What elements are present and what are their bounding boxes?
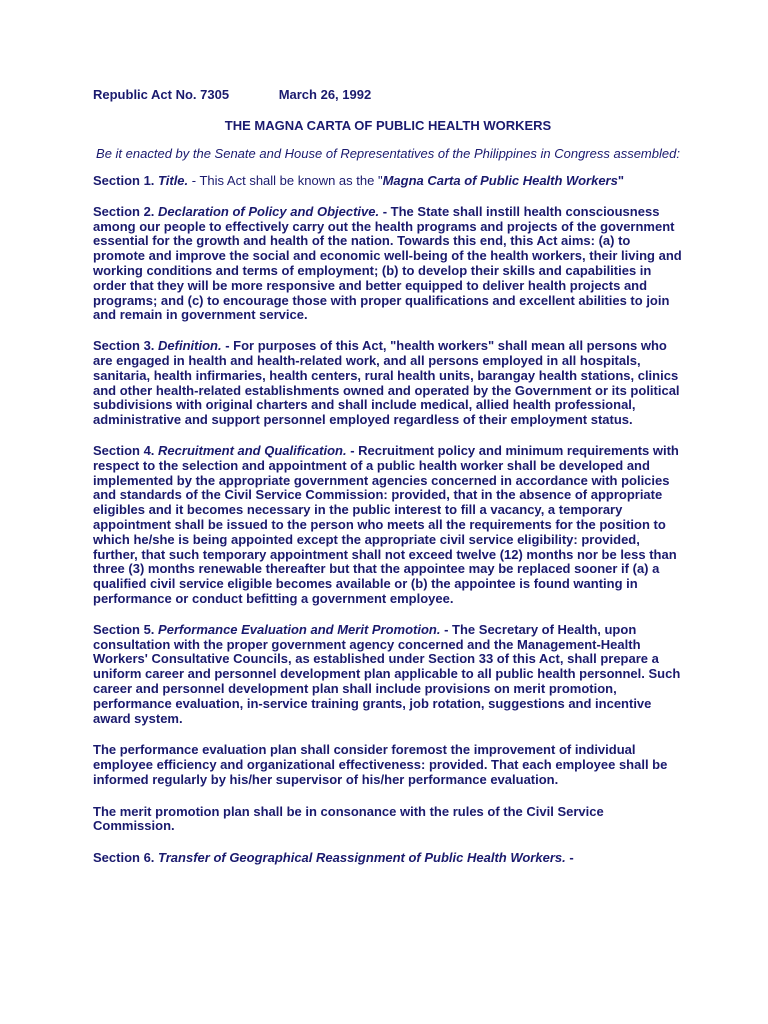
section-3 <box>93 339 683 428</box>
performance-evaluation-paragraph: The performance evaluation plan shall consider foremost the improvement of individual employee efficiency and organizational effectiveness: provided. That each employee shall be informed regularly by his/her supervisor of his/her performance evaluation. <box>93 742 668 787</box>
section-4-title: Recruitment and Qualification. <box>158 442 347 458</box>
section-1-body-prefix: - This Act shall be known as the " <box>188 173 383 188</box>
section-5-body: - The Secretary of Health, upon consultation with the proper government agency concerned and the Management-Health Workers' Consultative Councils, as established under Section 33 of this Act, shall prepare a uniform career and personnel development plan applicable to all public health personnel. Such career and personnel development plan shall include provisions on merit promotion, performance evaluation, in-service training grants, job rotation, suggestions and incentive award system. <box>93 621 681 726</box>
section-2 <box>93 205 683 323</box>
section-3-body: - For purposes of this Act, "health workers" shall mean all persons who are engaged in health and health-related work, and all persons employed in all hospitals, sanitaria, health infirmaries, health centers, rural health units, barangay health stations, clinics and other health-related establishments owned and operated by the Government or its political subdivisions with original charters and shall include medical, allied health professional, administrative and support personnel employed regardless of their employment status. <box>93 338 680 428</box>
section-5-title: Performance Evaluation and Merit Promotion. <box>158 621 441 637</box>
section-1 <box>93 174 683 189</box>
section-6 <box>93 851 683 866</box>
section-4 <box>93 444 683 607</box>
section-1-body-suffix: " <box>617 173 625 188</box>
section-1-short-title: Magna Carta of Public Health Workers <box>382 173 618 188</box>
section-3-label: Section 3. <box>93 338 155 354</box>
section-6-title: Transfer of Geographical Reassignment of Public Health Workers. <box>158 850 566 866</box>
act-header <box>93 86 683 104</box>
section-5-label: Section 5. <box>93 621 155 637</box>
section-4-label: Section 4. <box>93 442 155 458</box>
enacting-clause: Be it enacted by the Senate and House of Representatives of the Philippines in Congress assembled: <box>96 146 680 161</box>
section-6-body: - <box>565 850 574 866</box>
merit-promotion-paragraph: The merit promotion plan shall be in consonance with the rules of the Civil Service Commission. <box>93 803 604 834</box>
document-body <box>93 86 683 866</box>
section-6-label: Section 6. <box>93 850 155 866</box>
document-title: THE MAGNA CARTA OF PUBLIC HEALTH WORKERS <box>224 118 552 133</box>
section-2-body: - The State shall instill health consciousness among our people to effectively carry out the health programs and projects of the government essential for the growth and health of the nation. Towards this end, this Act aims: (a) to promote and improve the social and economic well-being of the health workers, their living and working conditions and terms of employment; (b) to develop their skills and capabilities in order that they will be more responsive and better equipped to deliver health projects and programs; and (c) to encourage those with proper qualifications and excellent abilities to join and remain in government service. <box>93 203 682 323</box>
section-3-title: Definition. <box>158 338 222 354</box>
section-1-label: Section 1. <box>93 173 155 188</box>
section-4-body: - Recruitment policy and minimum requirements with respect to the selection and appointment of a public health worker shall be developed and implemented by the appropriate government agencies concerned in accordance with policies and standards of the Civil Service Commission: provided, that in the absence of appropriate eligibles and it becomes necessary in the public interest to fill a vacancy, a temporary appointment shall be issued to the person who meets all the requirements for the position to which he/she is being appointed except the appropriate civil service eligibility: provided, further, that such temporary appointment shall not exceed twelve (12) months nor be less than three (3) months renewable thereafter but that the appointee may be replaced sooner if (a) a qualified civil service eligible becomes available or (b) the appointee is found wanting in performance or conduct befitting a government employee. <box>93 442 679 606</box>
act-number: Republic Act No. 7305 <box>93 87 230 102</box>
section-2-title: Declaration of Policy and Objective. <box>158 203 380 219</box>
section-1-title: Title. <box>158 173 189 188</box>
section-2-label: Section 2. <box>93 203 155 219</box>
section-5 <box>93 623 683 727</box>
act-date: March 26, 1992 <box>278 87 372 102</box>
